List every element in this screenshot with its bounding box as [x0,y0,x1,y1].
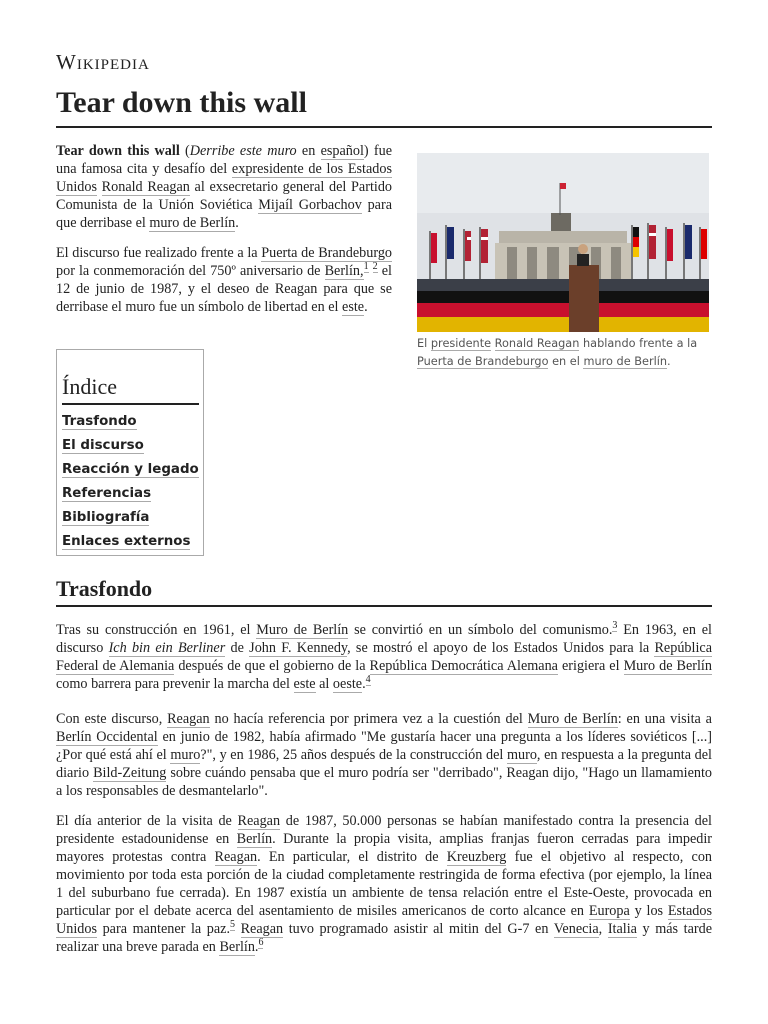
article-link[interactable]: República Democrática Alemana [369,658,558,674]
text-run: en el [548,355,584,368]
text-run: se convirtió en un símbolo del comunismo. [348,622,613,638]
text-run: como barrera para prevenir la marcha del [56,676,294,692]
text-run: . [362,676,366,692]
reference-link[interactable]: 1 [363,261,369,273]
reference-link[interactable]: 3 [612,620,618,632]
text-run: y más tarde realizar una breve parada en [56,921,713,955]
text-run: Derribe este muro [189,143,297,159]
article-link[interactable]: Berlín [236,831,273,847]
toc-item-enlaces-externos[interactable]: Enlaces externos [62,534,191,549]
text-run: en [296,143,321,159]
article-link[interactable]: muro [170,747,201,763]
text-run: erigiera el [557,658,624,674]
article-link[interactable]: Berlín [324,263,361,279]
text-run: , [598,921,608,937]
table-of-contents [56,349,204,556]
text-run: no hacía referencia por primera vez a la cuestión del [209,711,528,727]
text-run: sobre cuándo pensaba que el muro podría ser "derribado", Reagan dijo, "Hago un llamamiento a los responsables de desmantelarlo". [56,765,712,799]
article-link[interactable]: Estados Unidos [56,903,712,937]
article-link[interactable]: español [320,143,364,159]
text-run: por la conmemoración del 750º aniversario de [56,263,325,279]
text-run: para mantener la paz. [97,921,230,937]
article-link[interactable]: muro [506,747,537,763]
article-link[interactable]: Kreuzberg [446,849,507,865]
article-link[interactable]: expresidente de los Estados Unidos [56,161,392,195]
article-link[interactable]: presidente [430,337,492,350]
body-paragraph-2 [56,710,712,800]
article-link[interactable]: muro de Berlín [149,215,236,231]
text-run: Tear down this wall [56,143,180,159]
text-run: . [235,215,239,231]
text-run: para que derribase el [56,197,392,231]
text-run: . [667,355,671,368]
intro-paragraph-2 [56,244,392,316]
text-run: en junio de 1982, había afirmado "Me gustaría hacer una pregunta a los líderes soviéticos [...] ¿Por qué está ahí el [56,729,712,763]
article-link[interactable]: Mijaíl Gorbachov [258,197,362,213]
text-run: y los [629,903,668,919]
text-run: el 12 de junio de 1987, y el deseo de Reagan para que se derribase el muro fue un símbolo de libertad en el [56,263,392,315]
text-run: El [417,337,431,350]
section-divider [56,605,712,607]
toc-item-reaccion-y-legado[interactable]: Reacción y legado [62,462,199,477]
toc-title: Índice [62,374,117,399]
article-link[interactable]: Reagan [214,849,258,865]
text-run: de [225,640,250,656]
text-run: fue el objetivo al respecto, con movimiento por toda esta porción de la ciudad completamente restringida de forma efectiva (por ejemplo, la línea 1 del suburbano fue cerrada). En 1987 existía un ambiente de tensa relación entre el Este-Oeste, provocada en particular por el debate acerca del asentamiento de misiles americanos de corto alcance en [56,849,713,919]
article-link[interactable]: República Federal de Alemania [56,640,712,674]
article-link[interactable]: Ronald Reagan [101,179,190,195]
article-link[interactable]: Reagan [240,921,284,937]
section-heading: Trasfondo [56,576,153,601]
intro-paragraph-1 [56,142,392,232]
text-run: tuvo programado asistir al mitin del G-7 en [283,921,554,937]
text-run: ) fue una famosa cita y desafío del [56,143,392,177]
toc-item-referencias[interactable]: Referencias [62,486,152,501]
toc-item-trasfondo[interactable]: Trasfondo [62,414,137,429]
text-run: , se mostró el apoyo de los Estados Unidos para la [347,640,655,656]
text-run: ( [179,143,190,159]
text-run: . [364,299,368,315]
article-link[interactable]: Berlín [219,939,255,955]
text-run: En 1963, en el discurso [56,622,712,656]
article-link[interactable]: John F. Kennedy [249,640,348,656]
body-paragraph-3 [56,812,712,956]
wikipedia-logo[interactable]: Wikipedia [56,50,150,74]
article-link[interactable]: Reagan [167,711,210,727]
article-link[interactable]: este [293,676,316,692]
toc-item-bibliografia[interactable]: Bibliografía [62,510,150,525]
title-divider [56,126,712,128]
article-link[interactable]: Muro de Berlín [623,658,712,674]
reference-link[interactable]: 5 [230,919,235,931]
article-link[interactable]: Muro de Berlín [527,711,618,727]
text-run: . En particular, el distrito de [257,849,447,865]
text-run: hablando frente a la [579,337,698,350]
reference-link[interactable]: 2 [372,261,378,273]
article-link[interactable]: Muro de Berlín [256,622,349,638]
text-run: de 1987, 50.000 personas se habían manifestado contra la presencia del presidente estadounidense en [56,813,712,847]
text-run: El discurso fue realizado frente a la [56,245,262,261]
reagan-brandenburg-photo[interactable] [417,153,709,332]
text-run: Tras su construcción en 1961, el [56,622,257,638]
article-link[interactable]: Puerta de Brandeburgo [261,245,393,261]
reference-link[interactable]: 6 [258,937,264,949]
text-run: , en respuesta a la pregunta del diario [56,747,713,781]
text-run: . [254,939,259,955]
article-link[interactable]: Venecia [553,921,599,937]
figure [417,153,709,371]
toc-item-el-discurso[interactable]: El discurso [62,438,144,453]
article-link[interactable]: Berlín Occidental [56,729,158,745]
page-title: Tear down this wall [56,86,307,119]
text-run: al exsecretario general del Partido Comunista de la Unión Soviética [56,179,393,213]
text-run [235,921,241,937]
text-run: . Durante la propia visita, amplias franjas fueron cerradas para impedir mayores protestas contra [56,831,713,865]
text-run: después de que el gobierno de la [174,658,370,674]
text-run [97,179,102,195]
figure-caption [417,335,709,371]
article-link[interactable]: Italia [607,921,637,937]
article-link[interactable]: Ronald Reagan [494,337,580,350]
toc-divider [62,403,199,405]
article-link[interactable]: oeste [332,676,363,692]
text-run: ?", y en 1986, 25 años después de la construcción del [200,747,507,763]
article-link[interactable]: , [360,263,364,279]
article-link[interactable]: Ich bin ein Berliner [108,640,226,656]
article-link[interactable]: muro de Berlín [583,355,668,368]
article-link[interactable]: Bild-Zeitung [93,765,167,781]
text-run: Con este discurso, [56,711,168,727]
article-link[interactable]: Europa [588,903,630,919]
article-link[interactable]: Reagan [237,813,281,829]
text-run: El día anterior de la visita de [56,813,238,829]
text-run: : en una visita a [617,711,712,727]
body-paragraph-1 [56,621,712,693]
reference-link[interactable]: 4 [365,674,371,686]
toc-list [62,410,199,554]
article-link[interactable]: Puerta de Brandeburgo [417,355,549,368]
text-run: al [315,676,333,692]
article-link[interactable]: este [342,299,365,315]
